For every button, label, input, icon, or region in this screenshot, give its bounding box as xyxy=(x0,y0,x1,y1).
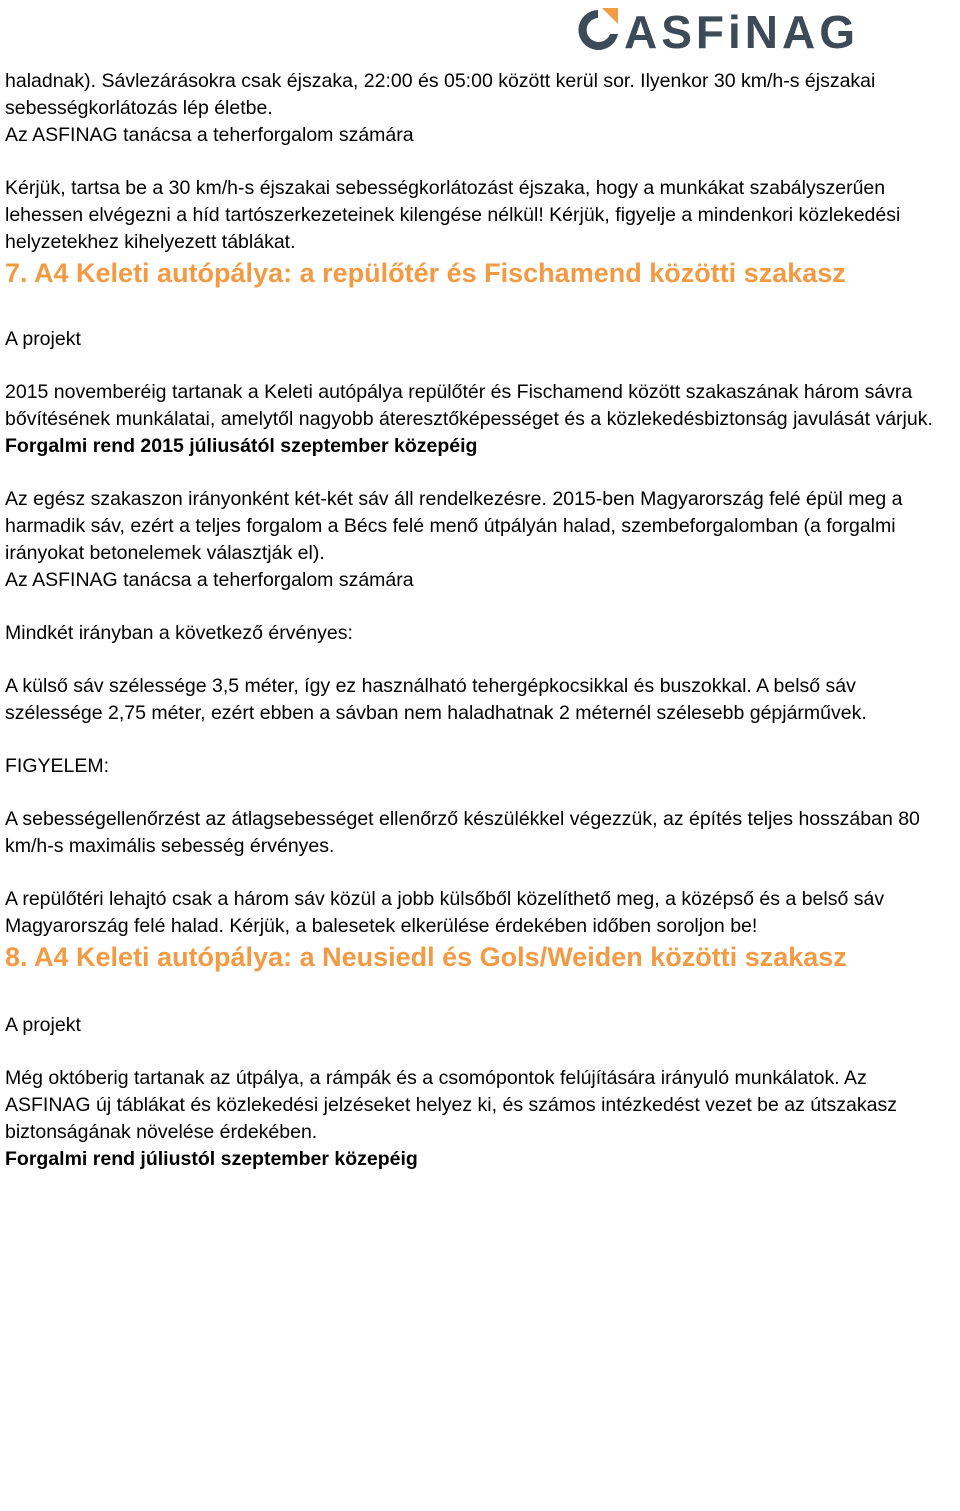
asfinag-logo-graphic xyxy=(572,4,952,56)
paragraph-lane-widths: A külső sáv szélessége 3,5 méter, így ez használható tehergépkocsikkal és buszokkal. A belső sáv szélessége 2,75 méter, ezért ebben a sávban nem haladhatnak 2 méternél szélesebb gépjárművek. xyxy=(5,675,867,724)
document-body xyxy=(5,68,955,1173)
subheading-traffic-8: Forgalmi rend júliustól szeptember közepéig xyxy=(5,1148,418,1170)
paragraph-airport-exit: A repülőtéri lehajtó csak a három sáv közül a jobb külsőből közelíthető meg, a középső és a belső sáv Magyarország felé halad. Kérjük, a balesetek elkerülése érdekében időben soroljon be! xyxy=(5,888,885,937)
subheading-project-8: A projekt xyxy=(5,1014,81,1036)
subheading-project-7: A projekt xyxy=(5,328,81,350)
paragraph-speed-control: A sebességellenőrzést az átlagsebességet ellenőrző készülékkel végezzük, az építés teljes hosszában 80 km/h-s maximális sebesség érvényes. xyxy=(5,808,920,857)
paragraph-attention: FIGYELEM: xyxy=(5,755,110,777)
paragraph-traffic-7: Az egész szakaszon irányonként két-két sáv áll rendelkezésre. 2015-ben Magyarország felé épül meg a harmadik sáv, ezért a teljes forgalom a Bécs felé menő útpályán halad, szembeforgalomban (a forgalmi irányokat betonelemek választják el). xyxy=(5,488,903,564)
asfinag-logo xyxy=(572,4,952,56)
paragraph-both-directions: Mindkét irányban a következő érvényes: xyxy=(5,622,353,644)
paragraph-night-closures: haladnak). Sávlezárásokra csak éjszaka, 22:00 és 05:00 között kerül sor. Ilyenkor 30 km/h-s éjszakai sebességkorlátozás lép életbe. xyxy=(5,70,876,119)
subheading-truck-advice: Az ASFINAG tanácsa a teherforgalom számára xyxy=(5,124,414,146)
subheading-truck-advice-2: Az ASFINAG tanácsa a teherforgalom számára xyxy=(5,569,414,591)
section-heading-7: 7. A4 Keleti autópálya: a repülőtér és Fischamend közötti szakasz xyxy=(5,258,846,288)
paragraph-project-7: 2015 novemberéig tartanak a Keleti autópálya repülőtér és Fischamend között szakaszának három sávra bővítésének munkálatai, amelytől nagyobb áteresztőképességet és a közlekedésbiztonság javulását várjuk. xyxy=(5,381,933,430)
logo-text: ASFiNAG xyxy=(624,6,859,56)
paragraph-truck-advice: Kérjük, tartsa be a 30 km/h-s éjszakai sebességkorlátozást éjszaka, hogy a munkákat szabályszerűen lehessen elvégezni a híd tartószerkezeteinek kilengése nélkül! Kérjük, figyelje a mindenkori közlekedési helyzetekhez kihelyezett táblákat. xyxy=(5,177,901,253)
section-heading-8: 8. A4 Keleti autópálya: a Neusiedl és Gols/Weiden közötti szakasz xyxy=(5,942,847,972)
subheading-traffic-7: Forgalmi rend 2015 júliusától szeptember közepéig xyxy=(5,435,478,457)
paragraph-project-8: Még októberig tartanak az útpálya, a rámpák és a csomópontok felújítására irányuló munkálatok. Az ASFINAG új táblákat és közlekedési jelzéseket helyez ki, és számos intézkedést vezet be az útszakasz biztonságának növelése érdekében. xyxy=(5,1067,898,1143)
